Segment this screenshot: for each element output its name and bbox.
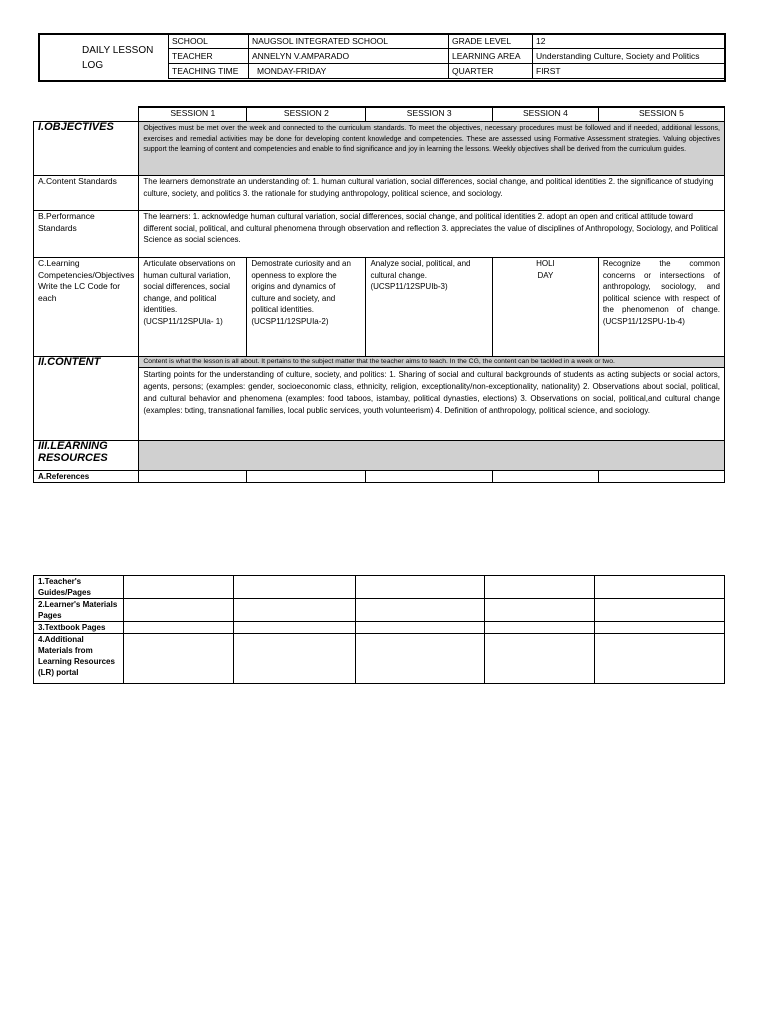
learning-resources-label: III.LEARNING RESOURCES xyxy=(34,441,139,471)
additional-materials-label: 4.Additional Materials from Learning Resources (LR) portal xyxy=(34,634,124,684)
header-table xyxy=(168,33,726,79)
session-1-header: SESSION 1 xyxy=(139,107,247,122)
performance-standards-text: The learners: 1. acknowledge human cultural variation, social differences, social change, and political identities 2. adopt an open and critical attitude toward different social, political, and cultural phenomena through observation and reflection 3. appreciates the value of disciplines of Anthropology, Sociology, and Political Science as social sciences. xyxy=(139,211,725,258)
learners-materials-label: 2.Learner's Materials Pages xyxy=(34,599,124,622)
competency-session-1: Articulate observations on human cultural variation, social differences, social change, and political identities. (UCSP11/12SPUIa- 1) xyxy=(139,258,247,357)
competency-session-2: Demostrate curiosity and an openness to explore the origins and dynamics of culture and society, and political identities. (UCSP11/12SPUIa-2) xyxy=(247,258,366,357)
performance-standards-label: B.Performance Standards xyxy=(34,211,139,258)
references-cell xyxy=(366,471,493,483)
references-table xyxy=(33,575,725,684)
table-row xyxy=(34,576,725,599)
content-standards-text: The learners demonstrate an understanding of: 1. human cultural variation, social differences, social change, and political identities 2. the significance of studying culture, society, and politics 3. the rationale for studying anthropology, political science, and sociology. xyxy=(139,176,725,211)
grade-label: GRADE LEVEL xyxy=(449,34,533,49)
references-cell xyxy=(493,471,599,483)
session-header-row xyxy=(34,107,725,122)
table-row xyxy=(34,634,725,684)
lesson-table xyxy=(33,106,725,483)
teacher-value: ANNELYN V.AMPARADO xyxy=(249,49,449,64)
content-standards-label: A.Content Standards xyxy=(34,176,139,211)
dll-title-line2: LOG xyxy=(82,59,104,71)
dll-title-line1: DAILY LESSON xyxy=(82,44,154,56)
competency-session-3: Analyze social, political, and cultural change. (UCSP11/12SPUIb-3) xyxy=(366,258,493,357)
competencies-label: C.Learning Competencies/Objectives Write the LC Code for each xyxy=(34,258,139,357)
references-label: A.References xyxy=(34,471,139,483)
school-value: NAUGSOL INTEGRATED SCHOOL xyxy=(249,34,449,49)
dll-title xyxy=(38,33,168,82)
session-4-header: SESSION 4 xyxy=(493,107,599,122)
learning-resources-cell xyxy=(139,441,725,471)
school-label: SCHOOL xyxy=(169,34,249,49)
area-value: Understanding Culture, Society and Politics xyxy=(533,49,726,64)
holiday-line2: DAY xyxy=(537,270,554,280)
area-label: LEARNING AREA xyxy=(449,49,533,64)
session-5-header: SESSION 5 xyxy=(598,107,724,122)
holiday-line1: HOLI xyxy=(536,259,555,268)
competency-session-4 xyxy=(493,258,599,357)
session-2-header: SESSION 2 xyxy=(247,107,366,122)
content-text: Starting points for the understanding of culture, society, and politics: 1. Sharing of social and cultural backgrounds of students as acting subjects or social actors, agents, persons; (examples: gender, socioeconomic class, ethnicity, religion, exceptionality/non-exceptionality, nationality) 2. Observations about social, political, and cultural behavior and phenomena (examples: food taboos, istambay, political dynasties, elections) 3. Observations on social, political,and cultural change (examples: txting, transnational families, local public services, youth volunteerism) 4. Definition of anthropology, political science, and sociology. xyxy=(139,368,725,441)
teachers-guide-label: 1.Teacher's Guides/Pages xyxy=(34,576,124,599)
grade-value: 12 xyxy=(533,34,726,49)
references-cell xyxy=(139,471,247,483)
table-row xyxy=(34,599,725,622)
content-note: Content is what the lesson is all about. It pertains to the subject matter that the teacher aims to teach. In the CG, the content can be tackled in a week or two. xyxy=(139,357,725,368)
references-cell xyxy=(247,471,366,483)
objectives-label: I.OBJECTIVES xyxy=(34,122,139,176)
time-label: TEACHING TIME xyxy=(169,64,249,79)
competency-session-5: Recognize the common concerns or intersections of anthropology, sociology, and political science with respect of the phenomenon of change.(UCSP11/12SPU-1b-4) xyxy=(598,258,724,357)
quarter-value: FIRST xyxy=(533,64,726,79)
time-value: MONDAY-FRIDAY xyxy=(249,64,449,79)
objectives-text: Objectives must be met over the week and connected to the curriculum standards. To meet the objectives, necessary procedures must be followed and if needed, additional lessons, exercises and remedial activities may be done for developing content knowledge and competencies. These are assessed using Formative Assessment strategies. Valuing objectives support the learning of content and competencies and enable to find significance and joy in learning the lessons. Weekly objectives shall be derived from the curriculum guides. xyxy=(139,122,725,176)
teacher-label: TEACHER xyxy=(169,49,249,64)
references-cell xyxy=(598,471,724,483)
quarter-label: QUARTER xyxy=(449,64,533,79)
session-3-header: SESSION 3 xyxy=(366,107,493,122)
textbook-pages-label: 3.Textbook Pages xyxy=(34,622,124,634)
table-row xyxy=(34,622,725,634)
content-label: II.CONTENT xyxy=(34,357,139,441)
